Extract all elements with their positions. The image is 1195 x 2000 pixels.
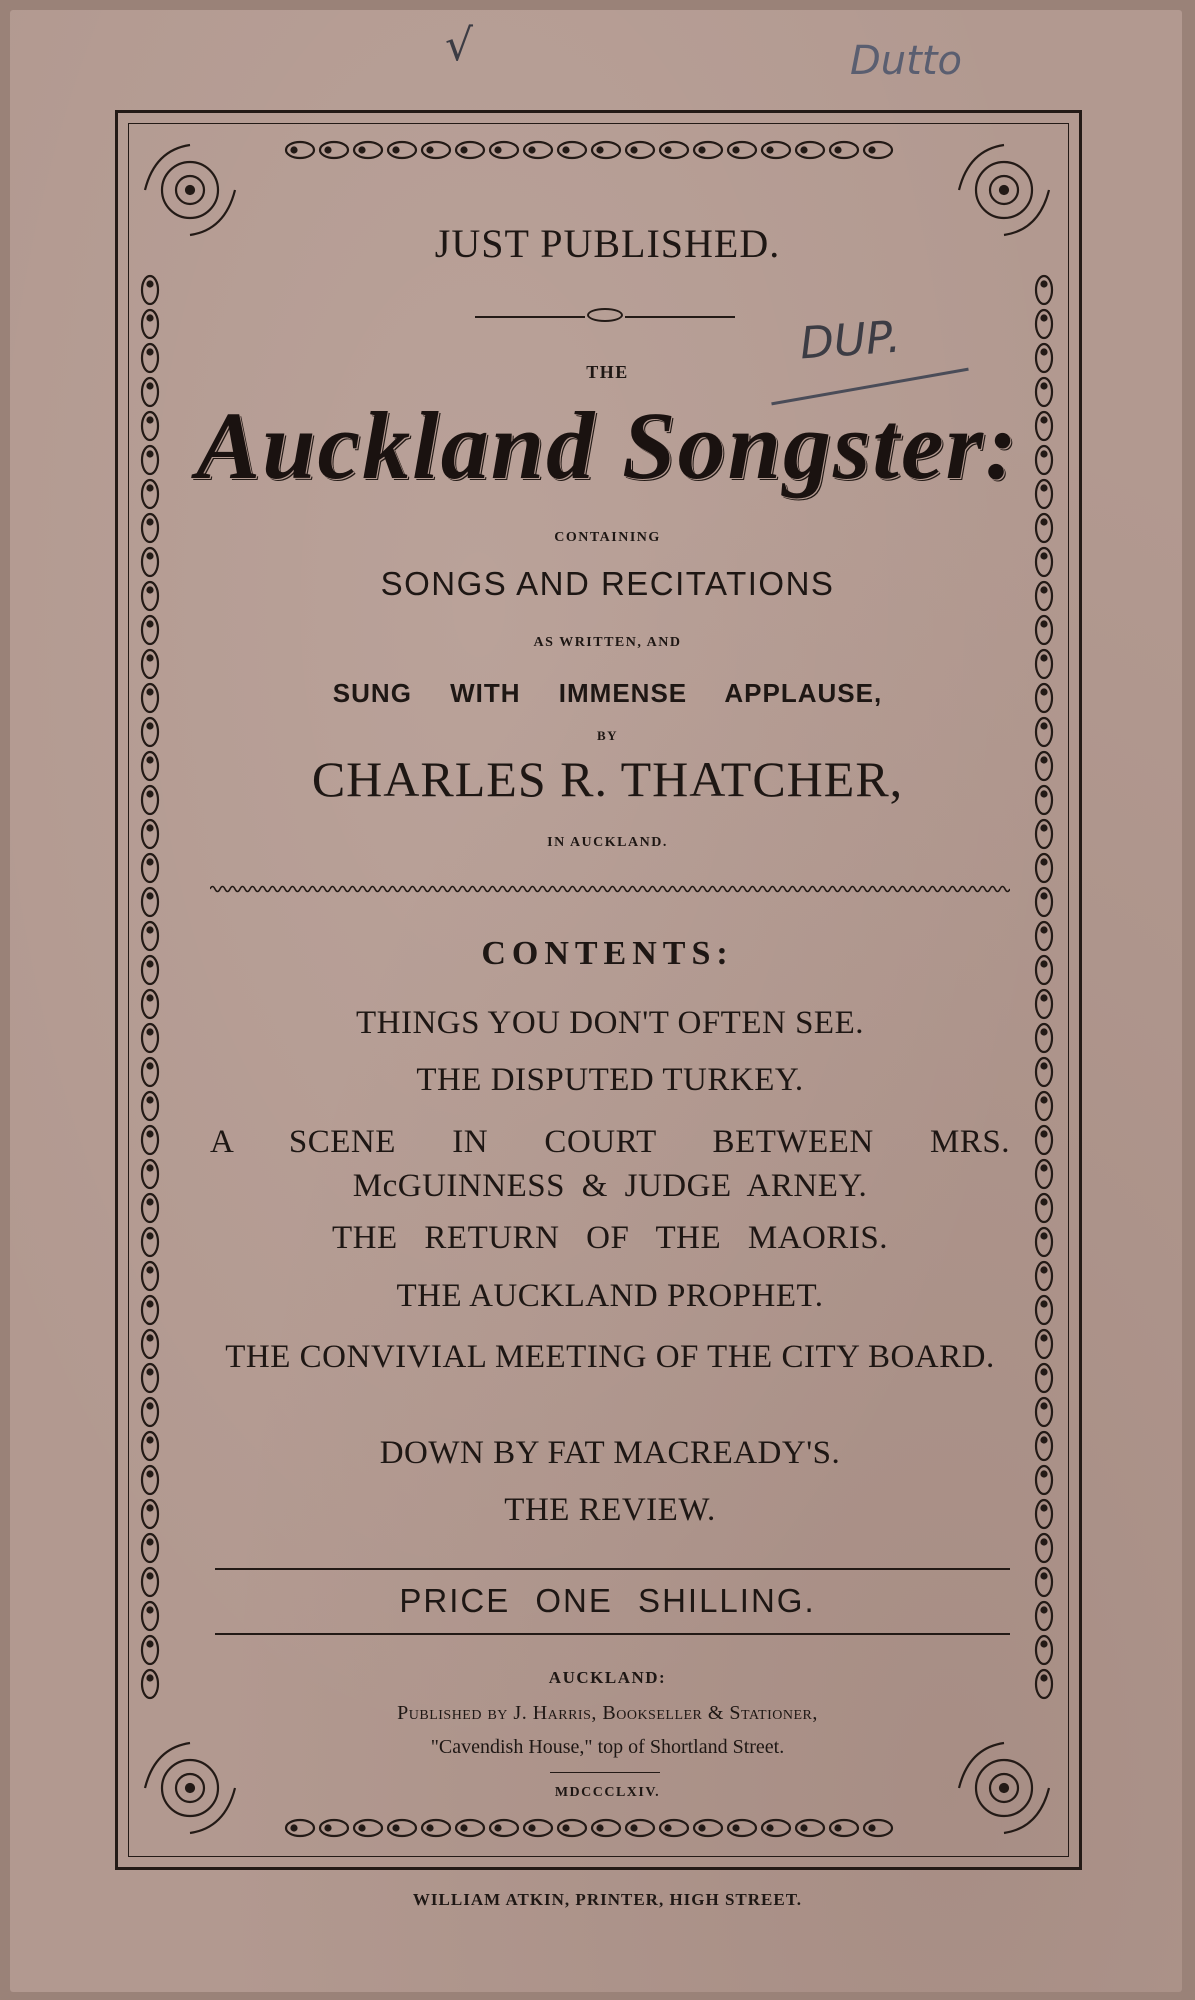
price: PRICE ONE SHILLING. — [399, 1582, 816, 1619]
contents-item: THE AUCKLAND PROPHET. — [396, 1278, 824, 1314]
contents-item: THE REVIEW. — [504, 1492, 716, 1528]
imprint-city: AUCKLAND: — [548, 1668, 667, 1687]
contents-item: THE DISPUTED TURKEY. — [416, 1062, 804, 1098]
author-name: CHARLES R. THATCHER, — [311, 751, 904, 807]
imprint-rule — [550, 1772, 660, 1773]
place-label: IN AUCKLAND. — [547, 835, 668, 850]
imprint-address: "Cavendish House," top of Shortland Street. — [430, 1736, 785, 1758]
printer-line: WILLIAM ATKIN, PRINTER, HIGH STREET. — [412, 1890, 803, 1909]
wavy-divider — [210, 882, 1010, 896]
dup-annotation: DUP. — [798, 311, 903, 370]
imprint-publisher: Published by J. Harris, Bookseller & Stationer, — [397, 1702, 818, 1724]
pamphlet-cover — [10, 10, 1182, 1992]
pencil-name-annotation: Dutto — [850, 38, 962, 84]
just-published-heading: JUST PUBLISHED. — [434, 221, 781, 266]
contents-item: THE RETURN OF THE MAORIS. — [332, 1220, 888, 1256]
contents-item: THINGS YOU DON'T OFTEN SEE. — [355, 1005, 865, 1041]
contents-heading: CONTENTS: — [481, 935, 734, 972]
sung-with-applause: SUNG WITH IMMENSE APPLAUSE, — [332, 678, 883, 708]
pencil-tick-mark: √ — [445, 20, 474, 71]
contents-item: THE CONVIVIAL MEETING OF THE CITY BOARD. — [225, 1339, 995, 1375]
containing-label: CONTAINING — [554, 530, 661, 545]
contents-item: DOWN BY FAT MACREADY'S. — [379, 1435, 841, 1471]
by-label: BY — [596, 728, 619, 743]
contents-item: A SCENE IN COURT BETWEEN MRS. McGUINNESS & JUDGE ARNEY. — [210, 1124, 1010, 1204]
price-rule-top — [215, 1568, 1010, 1570]
songs-and-recitations: SONGS AND RECITATIONS — [380, 565, 835, 602]
main-title: Auckland Songster: — [196, 392, 1019, 499]
price-rule-bottom — [215, 1633, 1010, 1635]
as-written-label: AS WRITTEN, AND — [533, 635, 682, 650]
title-the: THE — [586, 362, 629, 382]
ornamental-border — [10, 10, 1182, 1992]
imprint-year: MDCCCLXIV. — [554, 1785, 661, 1800]
